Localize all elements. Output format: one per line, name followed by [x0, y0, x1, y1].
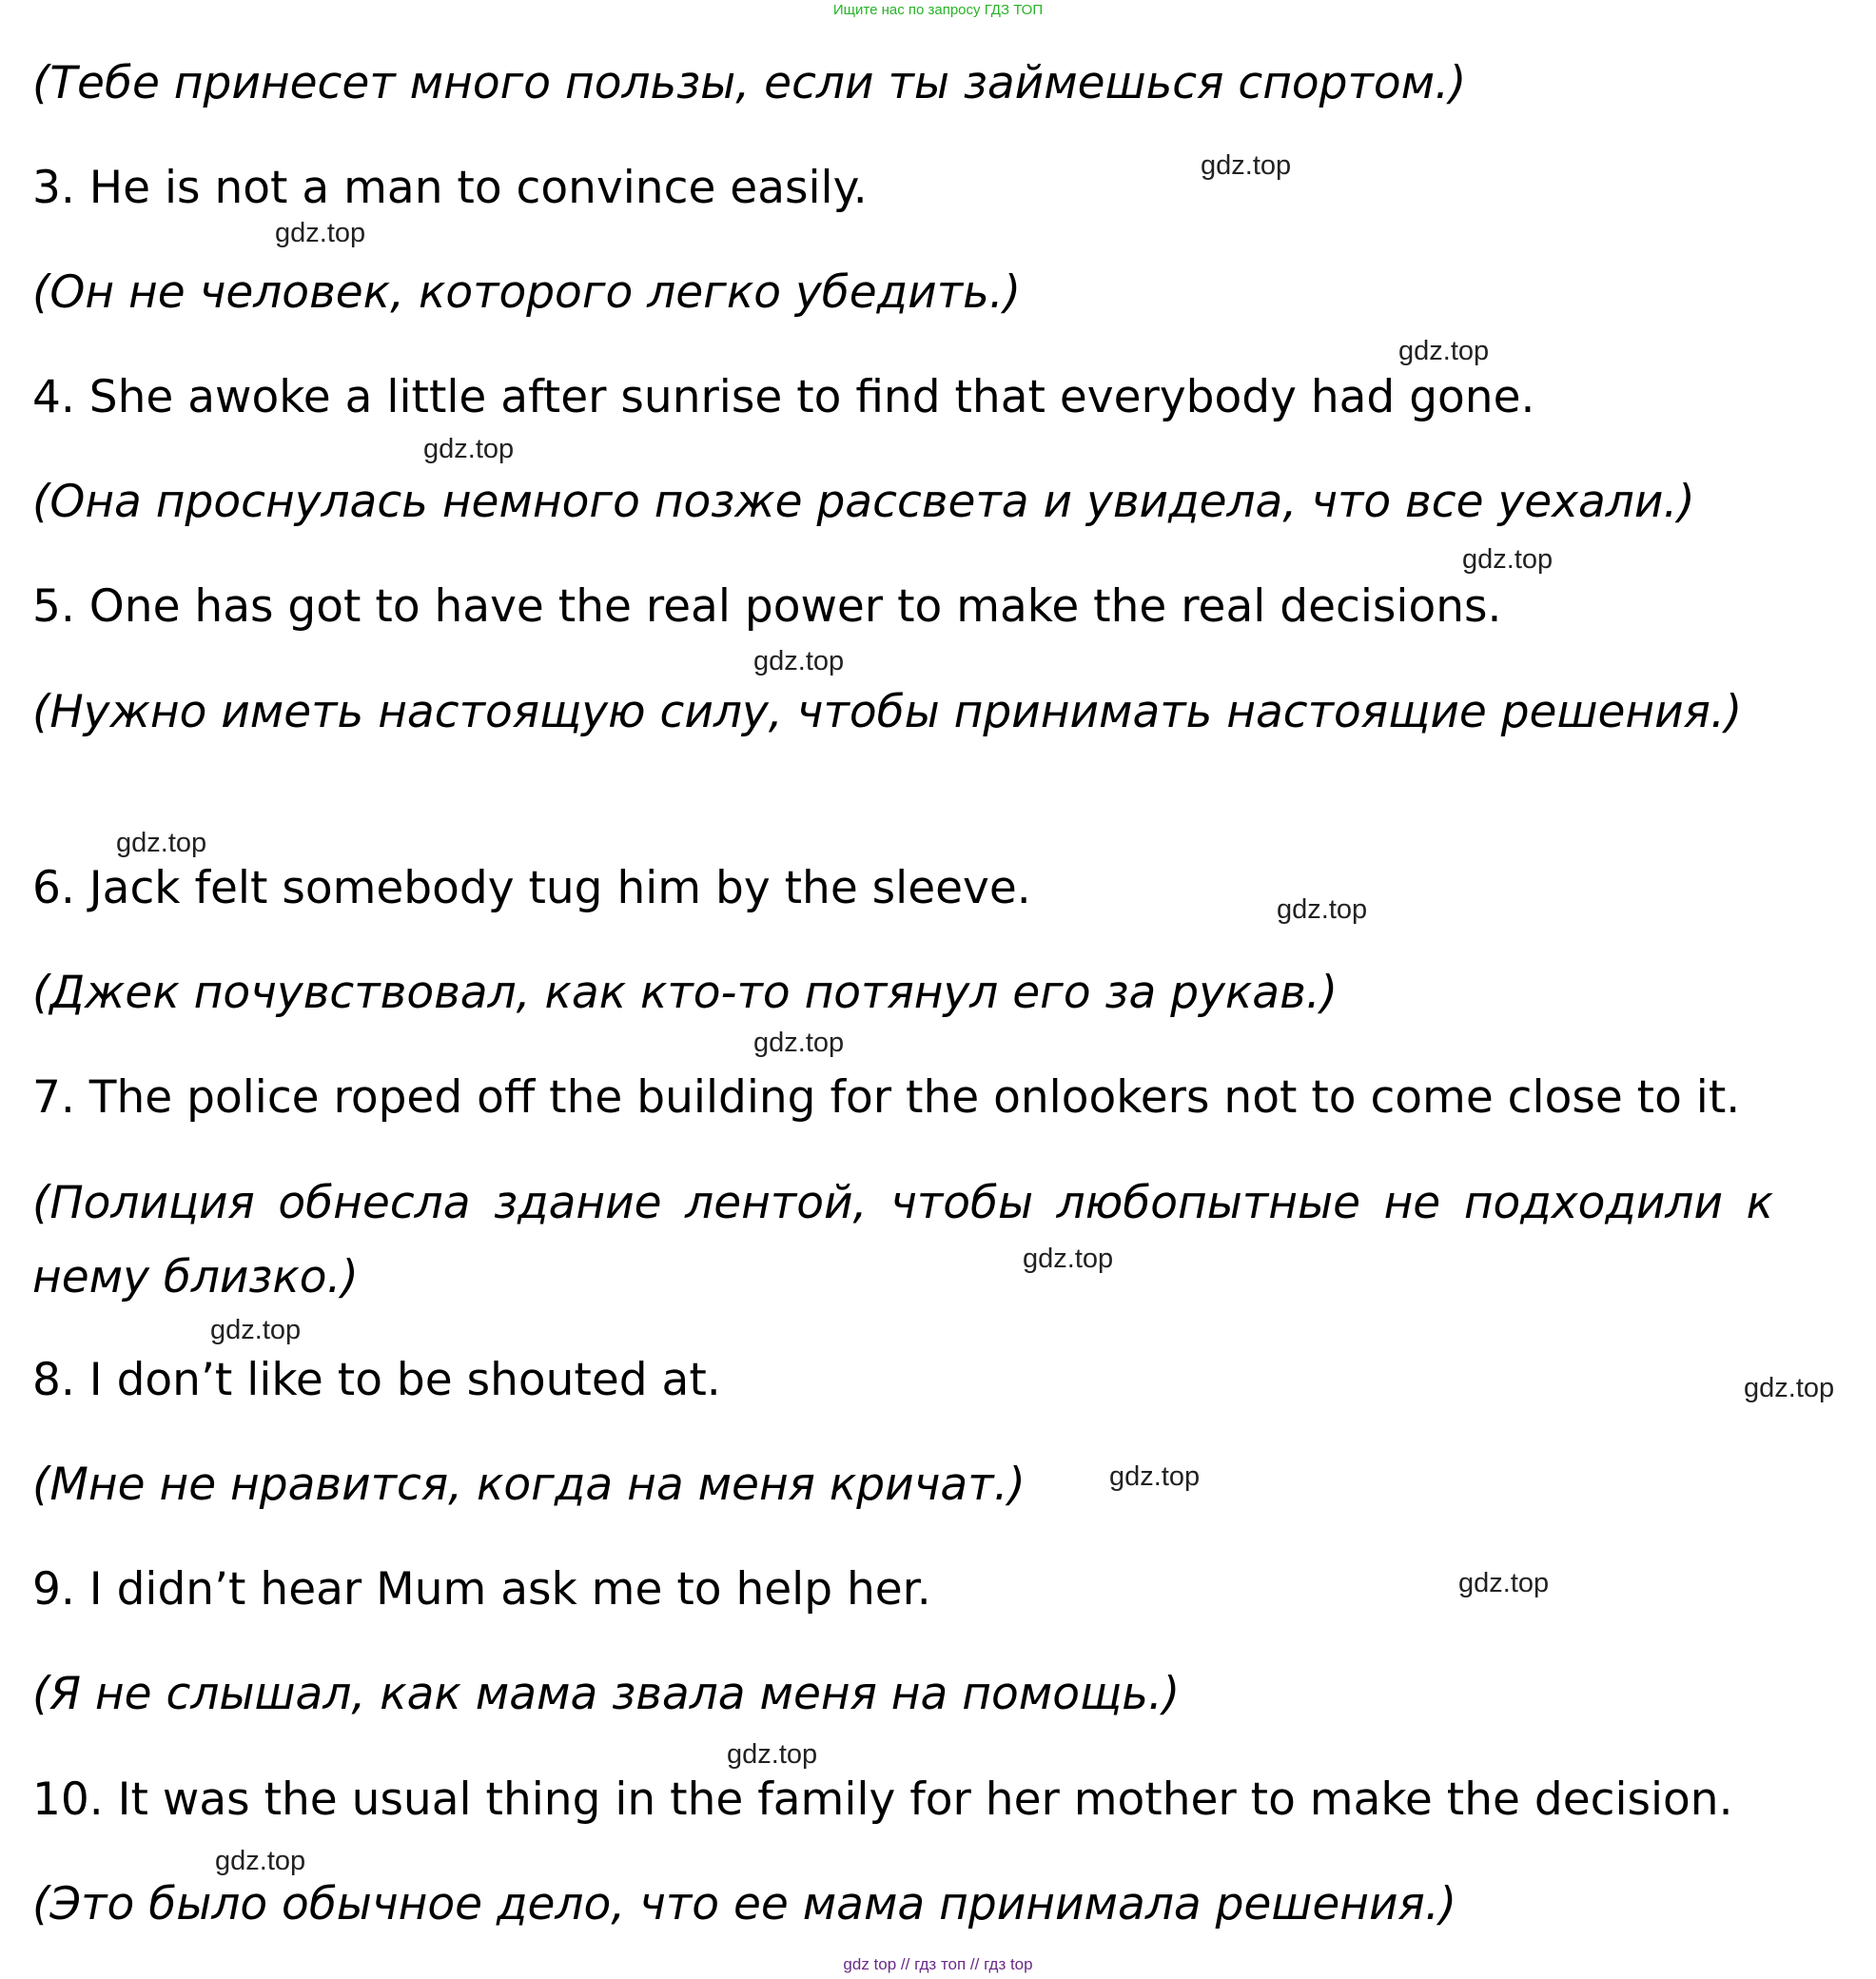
translation-5: (Нужно иметь настоящую силу, чтобы принимать настоящие решения.) [32, 686, 1743, 738]
watermark: gdz.top [423, 434, 515, 464]
sentence-9: 9. I didn’t hear Mum ask me to help her. [32, 1563, 931, 1616]
sentence-5: 5. One has got to have the real power to make the real decisions. [32, 580, 1502, 633]
translation-8: (Мне не нравится, когда на меня кричат.) [32, 1459, 1026, 1511]
watermark: gdz.top [1744, 1373, 1835, 1403]
translation-9: (Я не слышал, как мама звала меня на помощь.) [32, 1668, 1181, 1720]
translation-4: (Она проснулась немного позже рассвета и увидела, что все уехали.) [32, 476, 1695, 528]
watermark: gdz.top [210, 1315, 302, 1345]
sentence-7: 7. The police roped off the building for the onlookers not to come close to it. [32, 1071, 1741, 1124]
translation-3: (Он не человек, которого легко убедить.) [32, 266, 1022, 319]
watermark: gdz.top [1458, 1568, 1550, 1598]
watermark: gdz.top [1277, 894, 1368, 925]
watermark: gdz.top [1201, 150, 1292, 181]
translation-6: (Джек почувствовал, как кто-то потянул его за рукав.) [32, 967, 1339, 1019]
watermark: gdz.top [215, 1846, 306, 1876]
watermark: gdz.top [1398, 336, 1490, 366]
watermark: gdz.top [1023, 1244, 1114, 1274]
sentence-8: 8. I don’t like to be shouted at. [32, 1354, 721, 1406]
watermark: gdz.top [753, 1028, 845, 1058]
translation-7: (Полиция обнесла здание лентой, чтобы любопытные не подходили к нему близко.) [32, 1177, 1773, 1303]
sentence-4: 4. She awoke a little after sunrise to find that everybody had gone. [32, 371, 1535, 423]
sentence-3: 3. He is not a man to convince easily. [32, 162, 868, 214]
watermark: gdz.top [1462, 544, 1554, 575]
watermark: gdz.top [1109, 1461, 1201, 1492]
translation-2: (Тебе принесет много пользы, если ты займешься спортом.) [32, 57, 1467, 109]
watermark: gdz.top [727, 1739, 818, 1770]
search-hint: Ищите нас по запросу ГДЗ ТОП [832, 2, 1044, 18]
footer-note: gdz top // гдз топ // гдз top [843, 1955, 1033, 1973]
watermark: gdz.top [275, 218, 366, 248]
watermark: gdz.top [753, 646, 845, 676]
sentence-10: 10. It was the usual thing in the family for her mother to make the decision. [32, 1773, 1733, 1826]
sentence-6: 6. Jack felt somebody tug him by the sleeve. [32, 862, 1031, 914]
watermark: gdz.top [116, 828, 207, 858]
translation-10: (Это было обычное дело, что ее мама принимала решения.) [32, 1878, 1457, 1930]
